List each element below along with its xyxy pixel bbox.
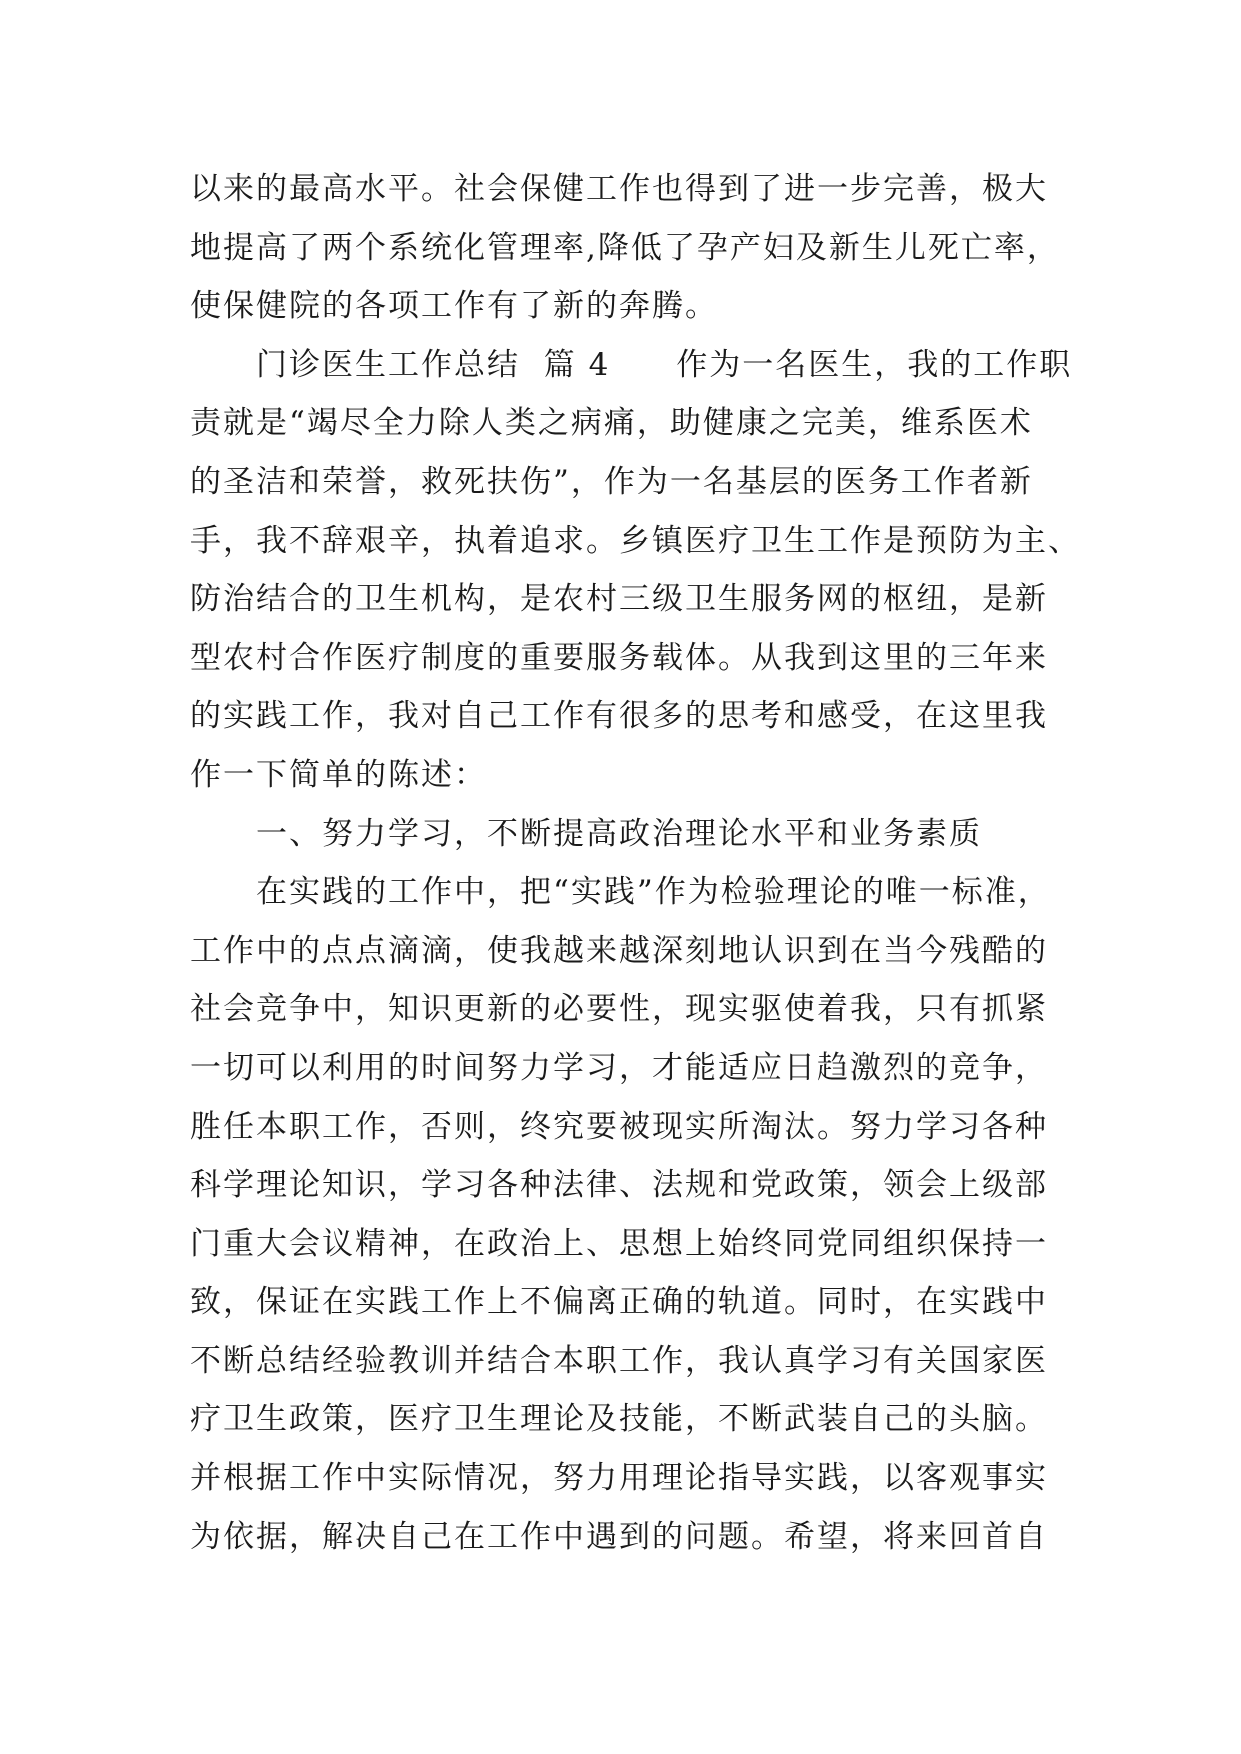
text-line: 的圣洁和荣誉，救死扶伤”，作为一名基层的医务工作者新 (190, 463, 1033, 500)
text-line: 并根据工作中实际情况，努力用理论指导实践，以客观事实 (190, 1460, 1048, 1497)
text-line: 疗卫生政策，医疗卫生理论及技能，不断武装自己的头脑。 (190, 1401, 1048, 1438)
text-line: 致，保证在实践工作上不偏离正确的轨道。同时，在实践中 (190, 1284, 1048, 1321)
heading-continuation: 作为一名医生，我的工作职 (676, 346, 1073, 383)
text-line: 门重大会议精神，在政治上、思想上始终同党同组织保持一 (190, 1225, 1048, 1262)
text-line: 防治结合的卫生机构，是农村三级卫生服务网的枢纽，是新 (190, 581, 1048, 618)
section-heading-line (190, 336, 1073, 395)
text-line: 地提高了两个系统化管理率,降低了孕产妇及新生儿死亡率， (190, 229, 1060, 266)
text-line: 的实践工作，我对自己工作有很多的思考和感受，在这里我 (190, 698, 1048, 735)
text-line: 以来的最高水平。社会保健工作也得到了进一步完善，极大 (190, 171, 1048, 207)
section-heading-part: 篇 4 (543, 346, 611, 383)
text-line: 在实践的工作中，把“实践”作为检验理论的唯一标准， (256, 874, 1051, 911)
text-line: 使保健院的各项工作有了新的奔腾。 (190, 288, 718, 325)
text-line: 胜任本职工作，否则，终究要被现实所淘汰。努力学习各种 (190, 1108, 1048, 1145)
text-line: 科学理论知识，学习各种法律、法规和党政策，领会上级部 (190, 1167, 1048, 1204)
text-line: 责就是“竭尽全力除人类之病痛，助健康之完美，维系医术 (190, 405, 1033, 442)
text-line: 工作中的点点滴滴，使我越来越深刻地认识到在当今残酷的 (190, 932, 1048, 969)
text-line: 为依据，解决自己在工作中遇到的问题。希望，将来回首自 (190, 1518, 1048, 1555)
text-line: 型农村合作医疗制度的重要服务载体。从我到这里的三年来 (190, 639, 1048, 676)
text-line: 一切可以利用的时间努力学习，才能适应日趋激烈的竞争， (190, 1049, 1048, 1086)
text-line: 作一下简单的陈述： (190, 756, 487, 793)
text-line: 社会竞争中，知识更新的必要性，现实驱使着我，只有抓紧 (190, 991, 1048, 1028)
text-line: 手，我不辞艰辛，执着追求。乡镇医疗卫生工作是预防为主、 (190, 522, 1081, 559)
text-line: 不断总结经验教训并结合本职工作，我认真学习有关国家医 (190, 1342, 1048, 1379)
body-text (190, 160, 1081, 1566)
section-heading: 门诊医生工作总结 (256, 346, 520, 383)
subsection-heading: 一、努力学习，不断提高政治理论水平和业务素质 (256, 815, 982, 852)
